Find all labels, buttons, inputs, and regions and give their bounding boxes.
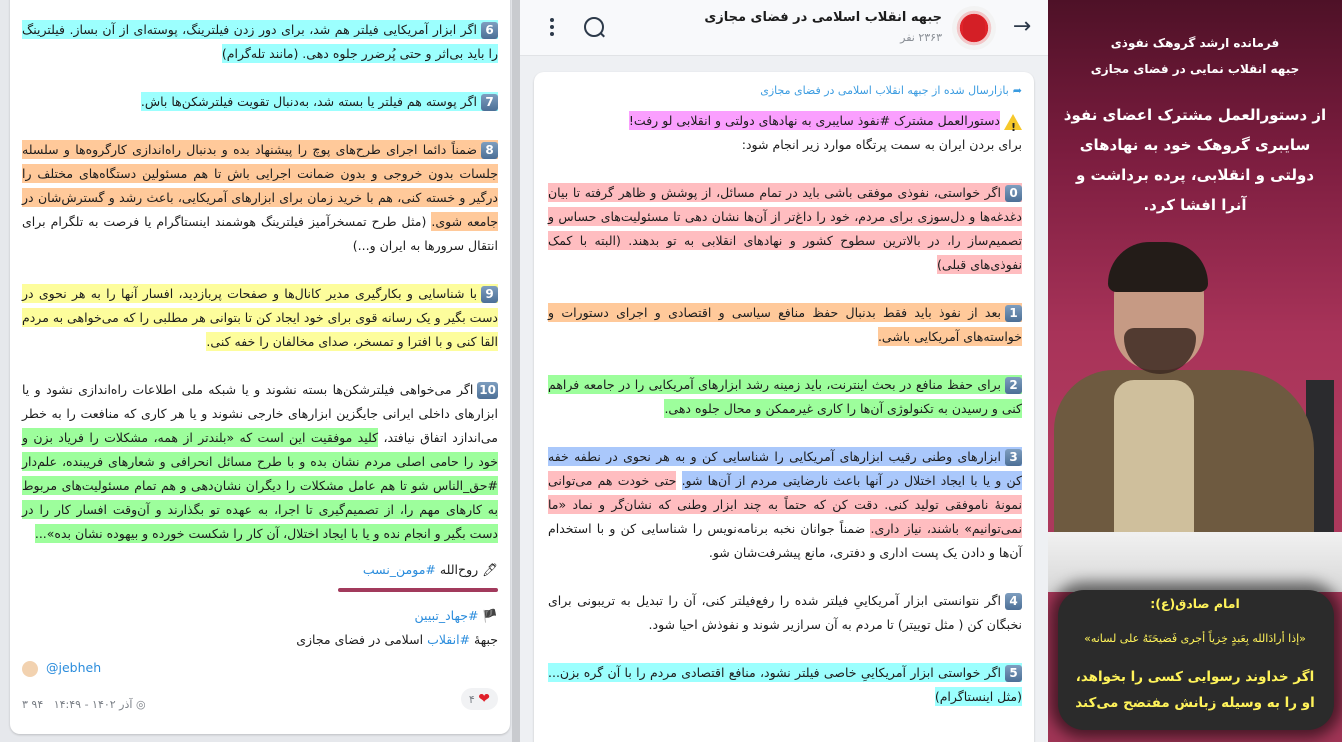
channel-title[interactable]: جبهه انقلاب اسلامی در فضای مجازی <box>704 10 942 25</box>
eye-icon: ◎ <box>135 698 146 711</box>
number-badge-5: 5 <box>1005 665 1022 682</box>
poster-subheading: فرمانده ارشد گروهک نفوذی جبهه انقلاب نمایی در فضای مجازی <box>1090 36 1300 76</box>
heart-icon: ❤ <box>478 691 490 707</box>
poster-image[interactable] <box>1048 0 1342 742</box>
forwarded-from-label[interactable]: ➦بازارسال شده از جبهه انقلاب اسلامی در فضای مجازی <box>760 84 1022 97</box>
number-badge-6: 6 <box>481 22 498 39</box>
hashtag-link[interactable]: #انقلاب <box>427 632 471 647</box>
list-item-3: 3ابزارهای وطنی رقیب ابزارهای آمریکایی را شناسایی کن و به هر نحوی در نطفه خفه کن و یا با ایجاد اختلال در آنها باعث نارضایتی مردم از آن‌ها شو. حتی خودت هم می‌توانی نمونهٔ ناموفقی تولید کنی. دقت کن که حتماً به چند ابزار وطنی که نشان‌گر و نماد «ما نمی‌توانیم» باشند، نیاز داری. ضمناً جوانان نخبه برنامه‌نویس را شناسایی کن و با استخدام آن‌ها و دادن یک پست اداری و دفتری، مانع پیشرفت‌شان شو. <box>548 449 1022 560</box>
footer-channel-line: جبههٔ #انقلاب اسلامی در فضای مجازی <box>296 632 498 647</box>
more-vertical-icon[interactable] <box>548 16 556 40</box>
author-signature: 🖊 روح‌الله #مومن_نسب <box>362 562 498 577</box>
hashtag-link[interactable]: #مومن_نسب <box>362 562 436 577</box>
message-meta <box>22 691 498 720</box>
chat-panel <box>520 0 1048 742</box>
hashtag-link[interactable]: #جهاد_تبیین <box>414 608 479 623</box>
person-photo <box>1054 220 1334 580</box>
panel-divider[interactable] <box>512 0 520 742</box>
quote-arabic: «إذا أرادَالله بِعَبدٍ خِزياً أجری فَضيحَتَهُ علی لسانه» <box>1084 632 1306 645</box>
number-badge-4: 4 <box>1005 593 1022 610</box>
list-item-9: 9با شناسایی و بکارگیری مدیر کانال‌ها و صفحات پربازدید، افسار آنها را به هر نحوی در دست بگیر و یک رسانه قوی برای خود ایجاد کن تا بتوانی هر مطلبی را که می‌خواهی به مردم القا کنی و با افترا و تمسخر، صدای مخالفان را خفه کنی. <box>22 286 498 349</box>
number-badge-2: 2 <box>1005 377 1022 394</box>
member-count: ۲۳۶۳ نفر <box>900 31 942 44</box>
pen-icon: 🖊 <box>482 562 498 577</box>
table-surface <box>1048 532 1342 592</box>
back-arrow-icon[interactable]: → <box>1012 14 1032 39</box>
number-badge-0: 0 <box>1005 185 1022 202</box>
search-icon[interactable] <box>584 17 604 37</box>
message-headline: !دستورالعمل مشترک #نفوذ سایبری به نهادهای دولتی و انقلابی لو رفت! <box>548 109 1022 133</box>
reaction-button[interactable]: ❤ ۴ <box>461 688 498 710</box>
list-item-5: 5اگر خواستی ابزار آمریکاییِ خاصی فیلتر نشود، منافع اقتصادی مردم را با آن گره بزن... (مثل اینستاگرام) <box>548 665 1022 704</box>
number-badge-1: 1 <box>1005 305 1022 322</box>
quote-title: امام صادق(ع): <box>1150 596 1240 611</box>
number-badge-10: 10 <box>479 383 496 397</box>
channel-handle-link[interactable]: @jebheh <box>45 660 102 675</box>
message-bubble-continued <box>10 0 510 734</box>
quote-persian: اگر خداوند رسوایی کسی را بخواهد، او را به وسیله زبانش مفتضح می‌کند <box>1075 669 1315 711</box>
number-badge-3: 3 <box>1005 449 1022 466</box>
list-item-7: 7اگر پوسته هم فیلتر یا بسته شد، به‌دنبال تقویت فیلترشکن‌ها باش. <box>22 90 498 114</box>
previous-message-column <box>0 0 520 742</box>
list-item-6: 6اگر ابزار آمریکایی فیلتر هم شد، برای دور زدن فیلترینگ، پوسته‌ای از آن بساز. فیلترینگ را باید بی‌اثر و حتی پُرضرر جلوه دهی. (مانند تله‌گرام) <box>22 22 498 61</box>
footer-hashtag-row <box>22 604 498 628</box>
fist-icon <box>22 661 38 677</box>
list-item-0: 0اگر خواستی، نفوذی موفقی باشی باید در تمام مسائل، از پوشش و ظاهر گرفته تا بیان دغدغه‌ها و دل‌سوزی برای مردم، خود را داغ‌تر از آن‌ها نشان دهی تا مسئولیت‌های حساس و تصمیم‌ساز را، در بالاترین سطوح کشور و نهادهای انقلابی به تو بدهند. (البته با کمک نفوذی‌های قبلی) <box>548 185 1022 272</box>
forward-arrow-icon: ➦ <box>1012 84 1022 97</box>
number-badge-8: 8 <box>481 142 498 159</box>
message-intro: برای بردن ایران به سمت پرتگاه موارد زیر انجام شود: <box>741 137 1022 152</box>
list-item-4: 4اگر نتوانستی ابزار آمریکاییِ فیلتر شده را رفع‌فیلتر کنی، آن را تبدیل به تریبونی برای نخبگان کن ( مثل توییتر) تا مردم به آن سرازیر شوند و نفوذش احیا شود. <box>548 593 1022 632</box>
message-bubble <box>534 72 1034 742</box>
number-badge-9: 9 <box>481 286 498 303</box>
list-item-2: 2برای حفظ منافع در بحث اینترنت، باید زمینه رشد ابزارهای آمریکایی را در جامعه فراهم کنی و رسیدن به تکنولوژی آن‌ها را کاری غیرممکن و محال جلوه دهی. <box>548 377 1022 416</box>
channel-handle <box>22 660 498 677</box>
warning-icon <box>1004 114 1022 130</box>
flag-icon: 🏴 <box>482 608 498 623</box>
list-item-10: 10اگر می‌خواهی فیلترشکن‌ها بسته نشوند و یا شبکه ملی اطلاعات راه‌اندازی نشود و یا ابزارهای داخلی ایرانی جایگزین ابزارهای خارجی نشوند و یا هر کاری که منافعت را به خطر می‌اندازد اتفاق نیافتد، کلید موفقیت این است که «بلندتر از همه، مشکلات را فریاد بزن و خود را حامی اصلی مردم نشان بده و با طرح مسائل انحرافی و شعارهای فریبنده، علم‌دار #حق_الناس شو تا هم عامل مشکلات را دیگران نشان‌دهی و هم تمام مسئولیت‌های مربوط به کارهای مهم را، از تصمیم‌گیری تا اجرا، به عهده تو بگذارند و آن‌وقت افسار کار را در دست بگیر و انجام نده و یا با ایجاد اختلال، آن کار را شکست خورده و بیهوده نشان بده»... <box>22 382 498 541</box>
views-and-time: ۳ آذر ۱۴۰۲ - ۱۴:۴۹ ۹۴ ◎ <box>22 698 146 711</box>
list-item-1: 1بعد از نفوذ باید فقط بدنبال حفظ منافع سیاسی و اقتصادی و اجرای دستورات و خواسته‌های آمریکایی باشی. <box>548 305 1022 344</box>
channel-avatar[interactable] <box>952 6 996 50</box>
chat-header <box>520 0 1048 56</box>
poster-headline: از دستورالعمل مشترک اعضای نفوذ سایبری گروهک خود به نهادهای دولتی و انقلابی، پرده برداشت و آنرا افشا کرد. <box>1063 106 1327 214</box>
number-badge-7: 7 <box>481 94 498 111</box>
divider <box>338 588 498 592</box>
list-item-8: 8ضمناً دائما اجرای طرح‌های پوچ را پیشنهاد بده و بدنبال راه‌اندازی کارگروه‌ها و سلسله جلسات بدون خروجی و بدون ضمانت اجرایی باش تا هم مسئولین دستگاه‌های مختلف را درگیر و خسته کنی، هم با خرید زمان برای ابزارهای آمریکایی، باعث رشد و گسترش‌شان در جامعه شوی. (مثل طرح تمسخرآمیز فیلترینگ هوشمند اینستاگرام یا فرصت به تلگرام برای انتقال سرورها به ایران و...) <box>22 142 498 253</box>
